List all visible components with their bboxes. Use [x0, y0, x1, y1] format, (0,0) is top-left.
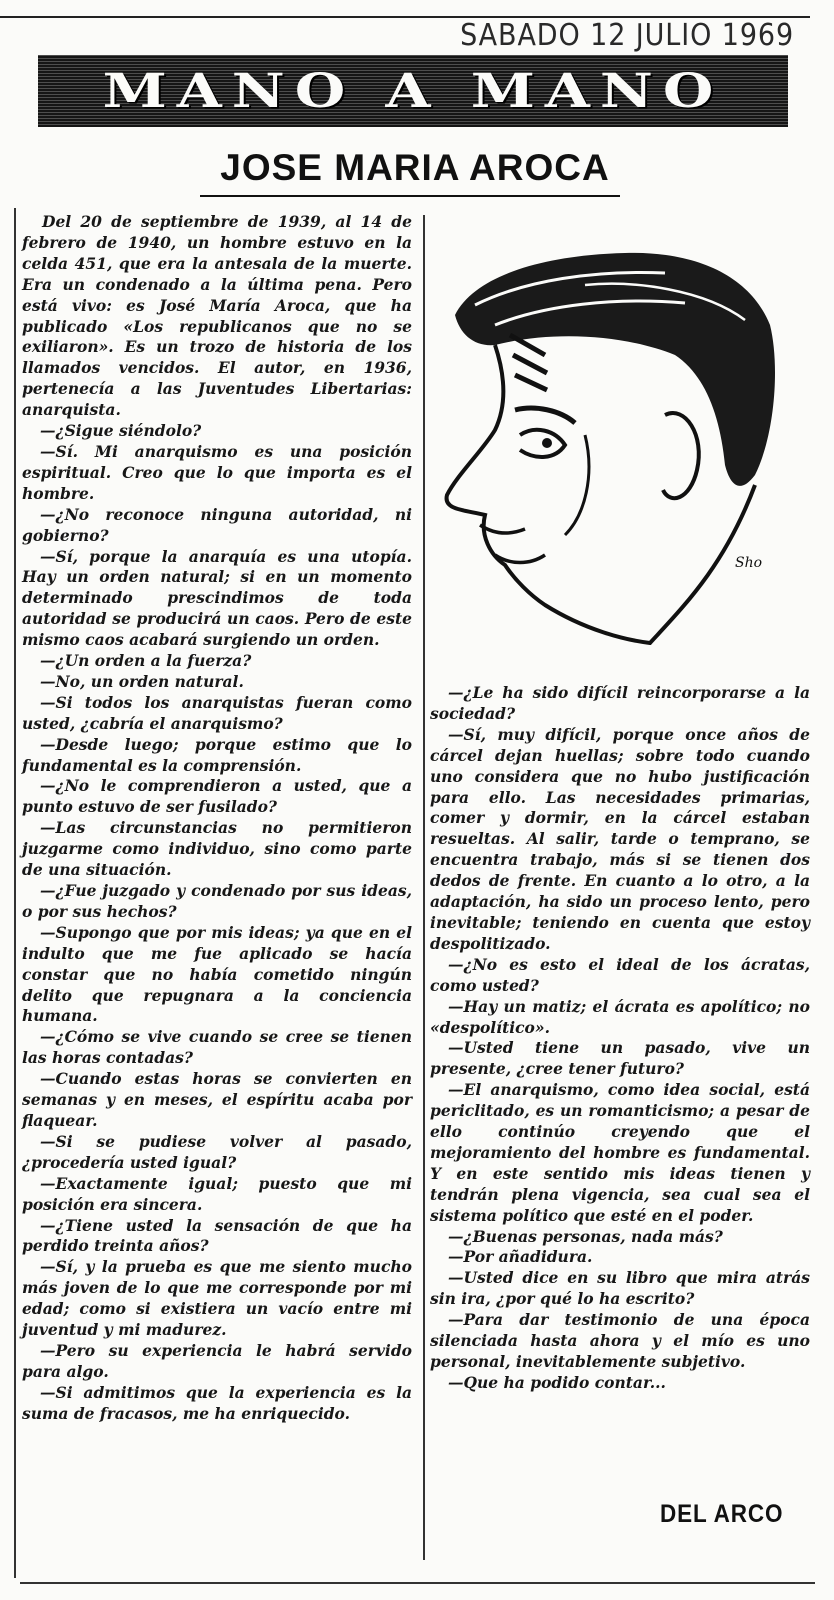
- interview-paragraph: —¿Sigue siéndolo?: [40, 421, 202, 441]
- bottom-rule: [20, 1582, 815, 1584]
- byline: DEL ARCO: [660, 1500, 784, 1528]
- caricature-mouth: [480, 525, 545, 563]
- interview-paragraph: —Sí, muy difícil, porque once años de cárcel dejan huellas; sobre todo cuando uno considera que no hubo justificación para ello. Las necesidades primarias, comer y dormir, en la cárcel estaban resueltas. Al salir, tarde o temprano, se encuentra trabajo, más si se tienen dos dedos de frente. En cuanto a lo otro, a la adaptación, ha sido un proceso lento, pero inevitable; teniendo en cuenta que estoy despolitizado.: [430, 724, 810, 953]
- interview-paragraph: —¿No reconoce ninguna autoridad, ni gobierno?: [22, 504, 412, 545]
- interview-paragraph: —Sí, porque la anarquía es una utopía. Hay un orden natural; si en un momento determinado prescindimos de toda autoridad se producirá un caos. Pero de este mismo caos acabará surgiendo un orden.: [22, 546, 412, 650]
- interview-paragraph: —¿Tiene usted la sensación de que ha perdido treinta años?: [22, 1215, 412, 1256]
- interview-paragraph: —¿Le ha sido difícil reincorporarse a la sociedad?: [430, 683, 810, 723]
- handwritten-date: SABADO 12 JULIO 1969: [460, 18, 794, 53]
- interview-paragraph: —¿Un orden a la fuerza?: [40, 651, 252, 671]
- interview-paragraph: —Usted tiene un pasado, vive un presente, ¿cree tener futuro?: [430, 1038, 810, 1079]
- column-divider: [423, 215, 425, 1560]
- left-column: [22, 212, 412, 1425]
- interview-paragraph: —¿No es esto el ideal de los ácratas, como usted?: [430, 954, 810, 995]
- interview-paragraph: —Desde luego; porque estimo que lo fundamental es la comprensión.: [22, 734, 412, 775]
- interview-paragraph: —Que ha podido contar...: [448, 1372, 666, 1392]
- interview-paragraph: —Exactamente igual; puesto que mi posición era sincera.: [22, 1173, 412, 1214]
- interview-paragraph: —Si todos los anarquistas fueran como usted, ¿cabría el anarquismo?: [22, 692, 412, 733]
- interview-paragraph: —¿Buenas personas, nada más?: [448, 1226, 723, 1246]
- interview-paragraph: —No, un orden natural.: [40, 671, 244, 691]
- interview-paragraph: —Pero su experiencia le habrá servido para algo.: [22, 1340, 412, 1381]
- interview-paragraph: —Si se pudiese volver al pasado, ¿procedería usted igual?: [22, 1131, 412, 1172]
- artist-signature: Sho: [735, 555, 763, 571]
- interview-paragraph: —Supongo que por mis ideas; ya que en el indulto que me fue aplicado se hacía constar que no había cometido ningún delito que repugnara a la conciencia humana.: [22, 922, 412, 1026]
- left-border-rule: [14, 208, 16, 1578]
- section-banner: [38, 55, 788, 127]
- section-title: MANO A MANO: [102, 63, 724, 119]
- interview-paragraph: —El anarquismo, como idea social, está periclitado, es un romanticismo; a pesar de ello continúo creyendo que el mejoramiento del hombre es fundamental. Y en este sentido mis ideas tienen y tendrán plena vigencia, sea cual sea el sistema político que esté en el poder.: [430, 1080, 810, 1225]
- intro-paragraph: Del 20 de septiembre de 1939, al 14 de febrero de 1940, un hombre estuvo en la celda 451, que era la antesala de la muerte. Era un condenado a la última pena. Pero está vivo: es José María Aroca, que ha publicado «Los republicanos que no se exiliaron». Es un trozo de historia de los llamados vencidos. El autor, en 1936, pertenecía a las Juventudes Libertarias: anarquista.: [22, 212, 412, 420]
- right-column: [430, 683, 810, 1394]
- interview-paragraph: —Sí. Mi anarquismo es una posición espiritual. Creo que lo que importa es el hombre.: [22, 441, 412, 503]
- interview-paragraph: —¿No le comprendieron a usted, que a punto estuvo de ser fusilado?: [22, 776, 412, 817]
- interview-paragraph: —Por añadidura.: [448, 1247, 593, 1267]
- interview-paragraph: —Hay un matiz; el ácrata es apolítico; no «despolítico».: [430, 996, 810, 1037]
- caricature-portrait: [435, 235, 780, 645]
- interview-paragraph: —Usted dice en su libro que mira atrás sin ira, ¿por qué lo ha escrito?: [430, 1268, 810, 1309]
- caricature-brow: [510, 335, 547, 390]
- interview-paragraph: —¿Fue juzgado y condenado por sus ideas, o por sus hechos?: [22, 881, 412, 921]
- interview-paragraph: —Si admitimos que la experiencia es la suma de fracasos, me ha enriquecido.: [22, 1382, 412, 1423]
- article-title: JOSE MARIA AROCA: [220, 147, 610, 188]
- title-underline: [200, 195, 620, 197]
- caricature-ear: [663, 413, 699, 498]
- interview-paragraph: —Las circunstancias no permitieron juzgarme como individuo, sino como parte de una situación.: [22, 818, 412, 880]
- interview-paragraph: —Cuando estas horas se convierten en semanas y en meses, el espíritu acaba por flaquear.: [22, 1069, 412, 1130]
- interview-paragraph: —Para dar testimonio de una época silenciada hasta ahora y el mío es uno personal, inevitablemente subjetivo.: [430, 1310, 810, 1371]
- interview-paragraph: —¿Cómo se vive cuando se cree se tienen las horas contadas?: [22, 1027, 412, 1068]
- interview-paragraph: —Sí, y la prueba es que me siento mucho más joven de lo que me corresponde por mi edad; como si existiera un vacío entre mi juventud y mi madurez.: [22, 1257, 412, 1340]
